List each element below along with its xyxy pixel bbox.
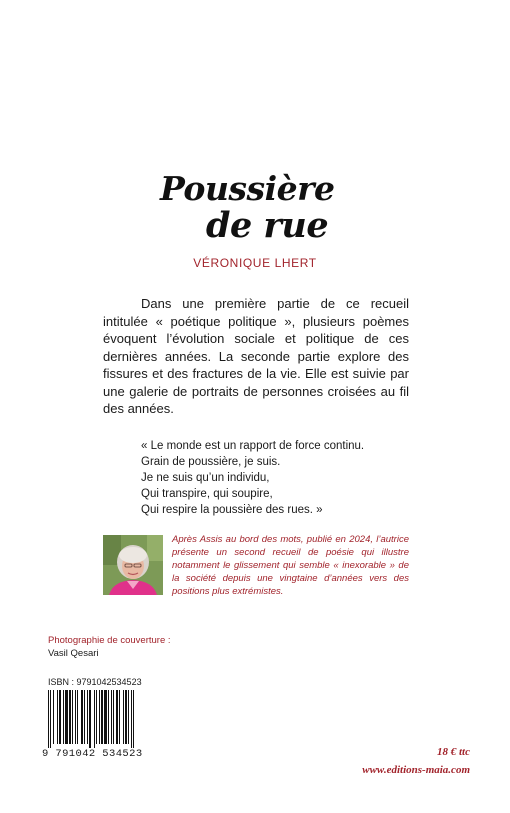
poem-line: Qui transpire, qui soupire, (141, 488, 273, 500)
author-portrait-icon (103, 535, 163, 595)
barcode-bar (96, 690, 97, 744)
barcode-svg (46, 690, 150, 748)
barcode-bar (69, 690, 71, 744)
barcode-bar (123, 690, 124, 744)
barcode-bar (101, 690, 103, 744)
poem-line: Je ne suis qu’un individu, (141, 472, 270, 484)
barcode-bar (108, 690, 109, 744)
bio-prefix: Après (172, 534, 200, 545)
poem-excerpt (141, 438, 411, 518)
publisher-website: www.editions-maia.com (362, 764, 470, 776)
barcode-bar (77, 690, 78, 744)
barcode-bar (128, 690, 129, 744)
barcode-bar (89, 690, 91, 748)
barcode-bar (99, 690, 100, 744)
barcode-bar (116, 690, 118, 744)
barcode-bar (87, 690, 88, 744)
barcode-bar (131, 690, 132, 748)
barcode-icon (46, 690, 150, 748)
barcode-bar (133, 690, 134, 748)
author-name: VÉRONIQUE LHERT (193, 256, 317, 270)
barcode-bar (84, 690, 85, 744)
barcode-bar (50, 690, 51, 748)
barcode-bar (65, 690, 68, 744)
book-title-line-2: de rue (206, 205, 329, 246)
barcode-bar (81, 690, 83, 744)
barcode-bar (94, 690, 95, 748)
barcode-bar (48, 690, 49, 748)
author-bio (172, 533, 409, 598)
barcode-bar (119, 690, 120, 744)
poem-line: Grain de poussière, je suis. (141, 456, 281, 468)
photo-credit-label: Photographie de couverture : (48, 635, 171, 646)
barcode-bar (63, 690, 64, 744)
book-title-line-1: Poussière (160, 169, 335, 208)
poem-line: « Le monde est un rapport de force continu. (141, 440, 365, 452)
barcode-bar (57, 690, 58, 744)
bio-book-title: Assis au bord des mots (199, 534, 301, 545)
barcode-bar (125, 690, 127, 744)
barcode-bar (53, 690, 54, 744)
author-portrait-svg (103, 535, 163, 595)
barcode-bar (59, 690, 61, 744)
photo-credit-name: Vasil Qesari (48, 648, 99, 659)
bio-text: , publié en 2024, l’autrice présente un second recueil de poésie qui illustre notamment le glissement qui semble « inexorable » de la société depuis une vingtaine d’années vers des positions plus extrémistes. (172, 534, 409, 597)
photo-credit (48, 634, 171, 660)
isbn-label: ISBN : 9791042534523 (48, 677, 142, 687)
poem-line: Qui respire la poussière des rues. » (141, 504, 323, 516)
barcode-bar (75, 690, 76, 744)
price: 18 € ttc (437, 746, 470, 758)
barcode-bar (113, 690, 114, 744)
barcode-bar (104, 690, 107, 744)
barcode-digits: 9 791042 534523 (42, 748, 143, 760)
barcode-bar (111, 690, 112, 744)
book-blurb: Dans une première partie de ce recueil intitulée « poétique politique », plusieurs poèmes évoquent l’évolution sociale et politique de ces dernières années. La seconde partie explore des fissures et des fractures de la vie. Elle est suivie par une galerie de portraits de personnes croisées au fil des années. (103, 296, 409, 416)
barcode-bar (72, 690, 73, 744)
